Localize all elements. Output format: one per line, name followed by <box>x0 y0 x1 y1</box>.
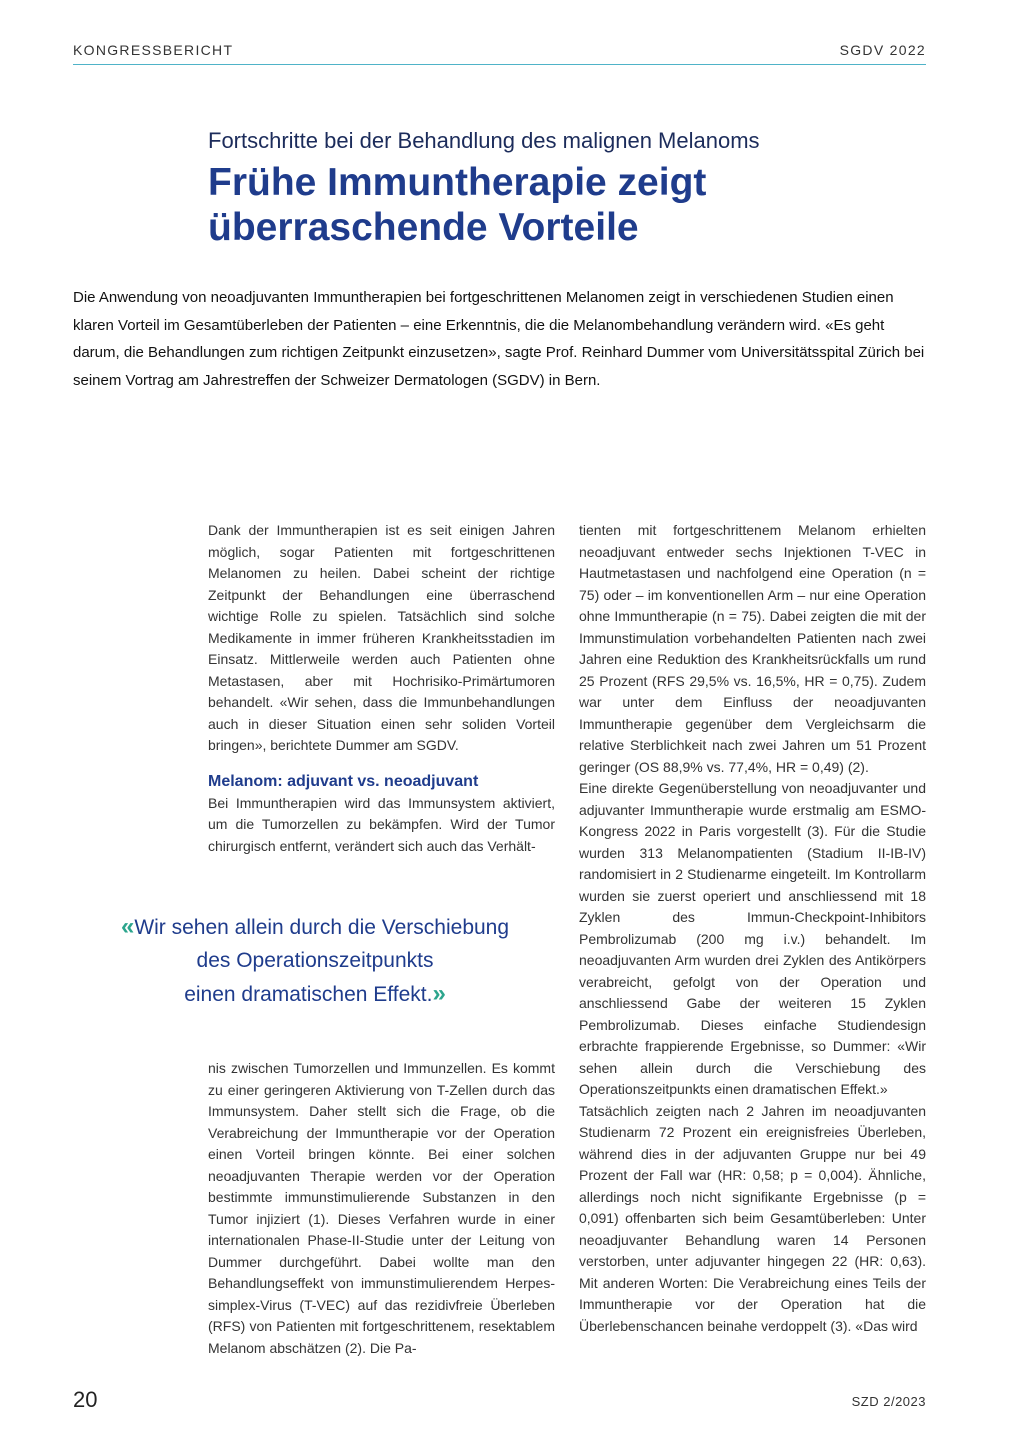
pull-quote-line-1: Wir sehen allein durch die Verschiebung <box>134 916 510 939</box>
pull-quote-line-2: des Operationszeitpunkts <box>196 949 434 972</box>
quote-close-mark: » <box>432 980 446 1007</box>
article-lead: Die Anwendung von neoadjuvanten Immuntherapien bei fortgeschrittenen Melanomen zeigt in verschiedenen Studien einen klaren Vorteil im Gesamtüberleben der Patienten – eine Erkenntnis, die die Melanombehandlung verändern wird. «Es geht darum, die Behandlungen zum richtigen Zeitpunkt einzusetzen», sagte Prof. Reinhard Dummer vom Universitätsspital Zürich bei seinem Vortrag am Jahrestreffen der Schweizer Dermatologen (SGDV) in Bern. <box>73 289 925 390</box>
column-right <box>579 520 926 1337</box>
running-header <box>73 40 926 65</box>
page-number: 20 <box>73 1387 98 1412</box>
right-paragraph-1: tienten mit fortgeschrittenem Melanom erhielten neoadjuvant entweder sechs Injektionen T-VEC in Hautmetastasen und nachfolgend eine Operation (n = 75) oder – im konventionellen Arm – nur eine Operation ohne Immuntherapie (n = 75). Dabei zeigten die mit der Immunstimulation vorbehandelten Patienten nach zwei Jahren eine Reduktion des Krankheitsrückfalls um rund 25 Prozent (RFS 29,5% vs. 16,5%, HR = 0,75). Zudem war unter dem Einfluss der neoadjuvanten Immuntherapie gegenüber dem Vergleichsarm die relative Sterblichkeit nach zwei Jahren um 51 Prozent geringer (OS 88,9% vs. 77,4%, HR = 0,49) (2). <box>579 522 926 775</box>
section-label: KONGRESSBERICHT <box>73 42 234 58</box>
pull-quote-line-3: einen dramatischen Effekt. <box>184 983 433 1006</box>
quote-open-mark: « <box>120 913 135 940</box>
column-left-top <box>208 520 555 857</box>
issue-label: SZD 2/2023 <box>851 1394 926 1409</box>
article-title: Frühe Immuntherapie zeigt überraschende Vorteile <box>208 161 707 249</box>
column-left-bottom <box>208 1058 555 1359</box>
section-heading: Melanom: adjuvant vs. neoadjuvant <box>208 772 479 790</box>
right-paragraph-3: Tatsächlich zeigten nach 2 Jahren im neoadjuvanten Studienarm 72 Prozent ein ereignisfreies Überleben, während dies in der adjuvanten Gruppe nur bei 49 Prozent der Fall war (HR: 0,58; p = 0,004). Ähnliche, allerdings noch nicht signifikante Ergebnisse (p = 0,091) offenbarten sich beim Gesamtüberleben: Unter neoadjuvanter Behandlung waren 14 Personen verstorben, unter adjuvanter hingegen 22 (HR: 0,63). Mit anderen Worten: Die Verabreichung eines Teils der Immuntherapie vor der Operation hat die Überlebenschancen beinahe verdoppelt (3). «Das wird <box>579 1102 926 1334</box>
article-subtitle: Fortschritte bei der Behandlung des malignen Melanoms <box>208 128 760 153</box>
intro-paragraph: Dank der Immuntherapien ist es seit einigen Jahren möglich, sogar Patienten mit fortgeschrittenen Melanomen zu heilen. Dabei scheint der richtige Zeitpunkt der Behandlungen eine überraschend wichtige Rolle zu spielen. Tatsächlich sind solche Medikamente in immer früheren Krankheitsstadien im Einsatz. Mittlerweile werden auch Patienten ohne Metastasen, aber mit Hochrisiko-Primärtumoren behandelt. «Wir sehen, dass die Immunbehandlungen auch in dieser Situation einen sehr soliden Vorteil bringen», berichtete Dummer am SGDV. <box>208 522 555 753</box>
right-paragraph-2: Eine direkte Gegenüberstellung von neoadjuvanter und adjuvanter Immuntherapie wurde erstmalig am ESMO-Kongress 2022 in Paris vorgestellt (3). Für die Studie wurden 313 Melanompatienten (Stadium II-IB-IV) randomisiert in 2 Studienarme eingeteilt. Im Kontrollarm wurden sie zuerst operiert und anschliessend mit 18 Zyklen des Immun-Checkpoint-Inhibitors Pembrolizumab (200 mg i.v.) behandelt. Im neoadjuvanten Arm wurden drei Zyklen des Antikörpers verabreicht, gefolgt von der Operation und anschliessend Gabe der weiteren 15 Zyklen Pembrolizumab. Dieses einfache Studiendesign erbrachte frappierende Ergebnisse, so Dummer: «Wir sehen allein durch die Verschiebung des Operationszeitpunkts einen dramatischen Effekt.» <box>579 780 926 1097</box>
congress-label: SGDV 2022 <box>839 42 926 58</box>
continued-paragraph: nis zwischen Tumorzellen und Immunzellen. Es kommt zu einer geringeren Aktivierung von T-Zellen durch das Immunsystem. Daher stellt sich die Frage, ob die Verabreichung der Immuntherapie vor der Operation einen Vorteil bringen könnte. Bei einer solchen neoadjuvanten Therapie werden vor der Operation bestimmte immunstimulierende Substanzen in den Tumor injiziert (1). Dieses Verfahren wurde in einer internationalen Phase-II-Studie unter der Leitung von Dummer durchgeführt. Dabei wollte man den Behandlungseffekt von immunstimulierendem Herpes-simplex-Virus (T-VEC) auf das rezidivfreie Überleben (RFS) von Patienten mit fortgeschrittenem, resektablem Melanom abschätzen (2). Die Pa- <box>208 1060 555 1356</box>
section-paragraph: Bei Immuntherapien wird das Immunsystem aktiviert, um die Tumorzellen zu bekämpfen. Wird der Tumor chirurgisch entfernt, verändert sich auch das Verhält- <box>208 794 555 854</box>
pull-quote <box>100 910 530 1011</box>
